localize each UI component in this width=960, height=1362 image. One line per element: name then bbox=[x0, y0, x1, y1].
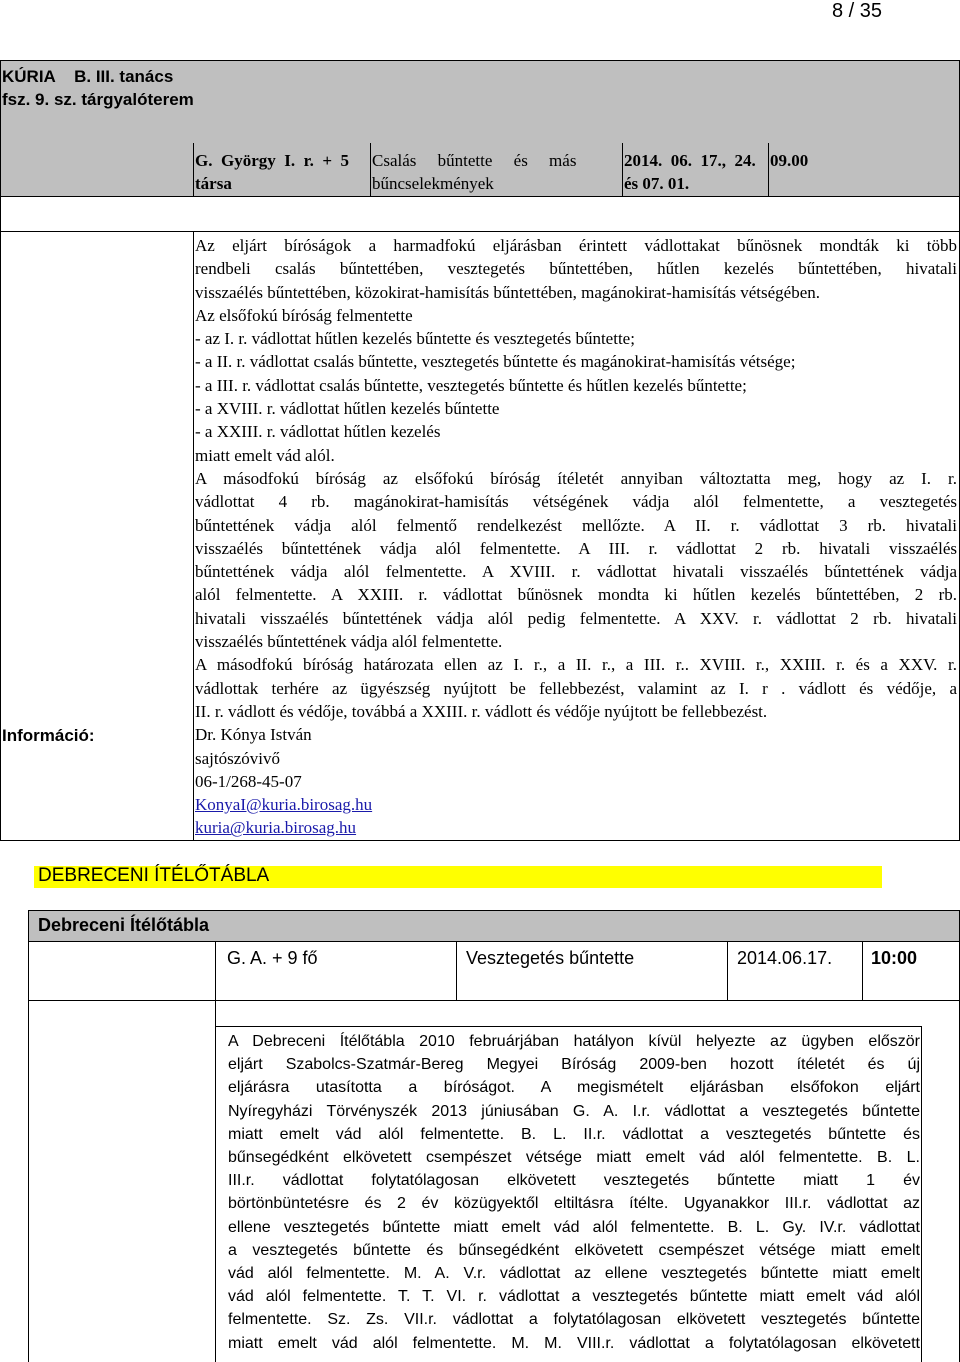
info-line: eljárásra utasította a bíróságot. A megismételt eljárásban elsőfokon eljárt bbox=[228, 1079, 920, 1097]
info-line: ellene vesztegetés bűntette miatt emelt vád alól felmentette. B. L. Gy. IV.r. vádlottat bbox=[228, 1218, 920, 1236]
info-line: - a III. r. vádlottat csalás bűntette, vesztegetés bűntette és hűtlen kezelés bűntette; bbox=[195, 375, 747, 395]
contact-email-link[interactable]: KonyaI@kuria.birosag.hu bbox=[195, 795, 373, 815]
info-line: bűntettének vádja alól felmentő rendelkezést mellőzte. A II. r. vádlottat 3 rb. hivatali bbox=[195, 515, 957, 535]
kuria-court-line: KÚRIA B. III. tanács bbox=[2, 67, 174, 86]
crime-line2: bűncselekmények bbox=[372, 174, 494, 194]
info-line: felmentette. Sz. Zs. VII.r. vádlottat a folytatólagosan elkövetett vesztegetés bűntette bbox=[228, 1311, 920, 1329]
info-line: a vesztegetés bűntette és bűnsegédként elkövetett csempészet vétsége miatt emelt bbox=[228, 1241, 920, 1259]
info-line: Az eljárt bíróságok a harmadfokú eljárásban érintett vádlottakat bűnösnek mondták ki több bbox=[195, 236, 957, 255]
info-line: visszaélés bűntettében, közokirat-hamisítás bűntettében, magánokirat-hamisítás vétségében. bbox=[195, 282, 821, 302]
info-line: miatt emelt vád alól. bbox=[195, 445, 335, 465]
kuria-room-line: fsz. 9. sz. tárgyalóterem bbox=[2, 90, 194, 109]
kuria-spacer-row bbox=[0, 196, 960, 232]
info-line: vádlottat 4 rb. magánokirat-hamisítás vétségének vádja alól felmentette, a vesztegetés bbox=[195, 492, 957, 512]
info-line: visszaélés bűntettének vádja alól felmentette. A III. r. vádlottat 2 rb. hivatali visszaélés bbox=[195, 538, 957, 558]
info-line: - a XVIII. r. vádlottat hűtlen kezelés bűntette bbox=[195, 399, 500, 419]
debrecen-crime: Vesztegetés bűntette bbox=[466, 948, 635, 968]
info-line: visszaélés bűntettének vádja alól felmentette. bbox=[195, 632, 503, 652]
contact-email-link[interactable]: kuria@kuria.birosag.hu bbox=[195, 818, 357, 838]
contact-name: Dr. Kónya István bbox=[195, 725, 312, 745]
info-line: hivatali visszaélés bűntettének vádja alól pedig felmentette. A XXV. r. vádlottat 2 rb. hivatali bbox=[195, 608, 957, 628]
info-label: Információ: bbox=[2, 726, 95, 745]
info-line: II. r. vádlott és védője, továbbá a XXIII. r. vádlott és védője nyújtott be fellebbezést. bbox=[195, 701, 768, 721]
info-line: A Debreceni Ítélőtábla 2010 februárjában hatályon kívül helyezte az ügyben először bbox=[228, 1033, 920, 1050]
info-line: miatt emelt vád alól felmentette. M. M. VIII.r. vádlottat a folytatólagosan elkövetett bbox=[228, 1334, 920, 1352]
kuria-time: 09.00 bbox=[770, 151, 809, 170]
debrecen-date: 2014.06.17. bbox=[737, 948, 833, 968]
info-line: börtönbüntetésre és 2 év közügyektől eltiltásra ítélte. Ugyanakkor III.r. vádlottat az bbox=[228, 1195, 920, 1213]
info-line: Az elsőfokú bíróság felmentette bbox=[195, 305, 413, 325]
info-line: miatt emelt vád alól felmentette. B. L. II.r. vádlottat a vesztegetés bűntette és bbox=[228, 1125, 920, 1143]
info-line: - a II. r. vádlottat csalás bűntette, vesztegetés bűntette és magánokirat-hamisítás vétsége; bbox=[195, 352, 796, 372]
date-line2: és 07. 01. bbox=[624, 174, 690, 194]
info-line: - a XXIII. r. vádlottat hűtlen kezelés bbox=[195, 422, 441, 442]
page-number: 8 / 35 bbox=[831, 0, 882, 22]
info-line: vád alól felmentette. M. A. V.r. vádlottat az ellene vesztegetés bűntette miatt emelt bbox=[228, 1265, 920, 1283]
crime-line1: Csalás bűntette és más bbox=[372, 151, 577, 170]
info-line: A másodfokú bíróság határozata ellen az I. r., a II. r., a III. r.. XVIII. r., XXIII. r. és a XXV. r. bbox=[195, 655, 957, 675]
info-line: vádlottak terhére az ügyészség nyújtott be fellebbezést, valamint az I. r . vádlott és védője, a bbox=[195, 678, 957, 698]
contact-phone: 06-1/268-45-07 bbox=[195, 771, 302, 791]
defendant-line1: G. György I. r. + 5 bbox=[195, 151, 350, 170]
kuria-date bbox=[624, 149, 774, 196]
info-line: Nyíregyházi Törvényszék 2013 júniusában G. A. I.r. vádlottat a vesztegetés bűntette bbox=[228, 1102, 920, 1120]
debrecen-time: 10:00 bbox=[871, 948, 918, 968]
info-line: bűntettének vádja alól felmentette. A XVIII. r. vádlottat hivatali visszaélés bűntettének vádja bbox=[195, 562, 957, 582]
info-line: - az I. r. vádlottat hűtlen kezelés bűntette és vesztegetés bűntette; bbox=[195, 329, 635, 349]
section-title: DEBRECENI ÍTÉLŐTÁBLA bbox=[38, 865, 270, 886]
debrecen-court-name: Debreceni Ítélőtábla bbox=[38, 915, 210, 935]
info-line: alól felmentette. A XXIII. r. vádlottat bűnösnek mondta ki hűtlen kezelés bűntettében, 2 rb. bbox=[195, 585, 957, 605]
date-line1: 2014. 06. 17., 24. bbox=[624, 151, 756, 170]
debrecen-info-text bbox=[228, 1030, 920, 1355]
info-line: eljárt Szabolcs-Szatmár-Bereg Megyei Bíróság 2009-ben hozott ítéletét és új bbox=[228, 1056, 920, 1074]
info-line: A másodfokú bíróság az elsőfokú bíróság ítéletét annyiban változtatta meg, hogy az I. r. bbox=[195, 468, 957, 488]
kuria-info-text bbox=[195, 234, 957, 840]
info-line: III.r. vádlottat folytatólagosan elkövetett vesztegetés bűntette miatt 1 év bbox=[228, 1172, 920, 1190]
contact-role: sajtószóvivő bbox=[195, 748, 280, 768]
info-line: bűnsegédként elkövetett csempészet vétsége miatt emelt vád alól felmentette. B. L. bbox=[228, 1149, 920, 1167]
defendant-line2: társa bbox=[195, 174, 232, 194]
info-line: rendbeli csalás bűntettében, vesztegetés bűntettében, hűtlen kezelés bűntettében, hivatali bbox=[195, 259, 957, 279]
kuria-defendant bbox=[195, 149, 370, 196]
info-line: vád alól felmentette. T. T. VI. r. vádlottat a vesztegetés bűntette miatt emelt vád alól bbox=[228, 1288, 920, 1306]
kuria-crime bbox=[372, 149, 622, 196]
debrecen-defendant: G. A. + 9 fő bbox=[227, 948, 318, 968]
